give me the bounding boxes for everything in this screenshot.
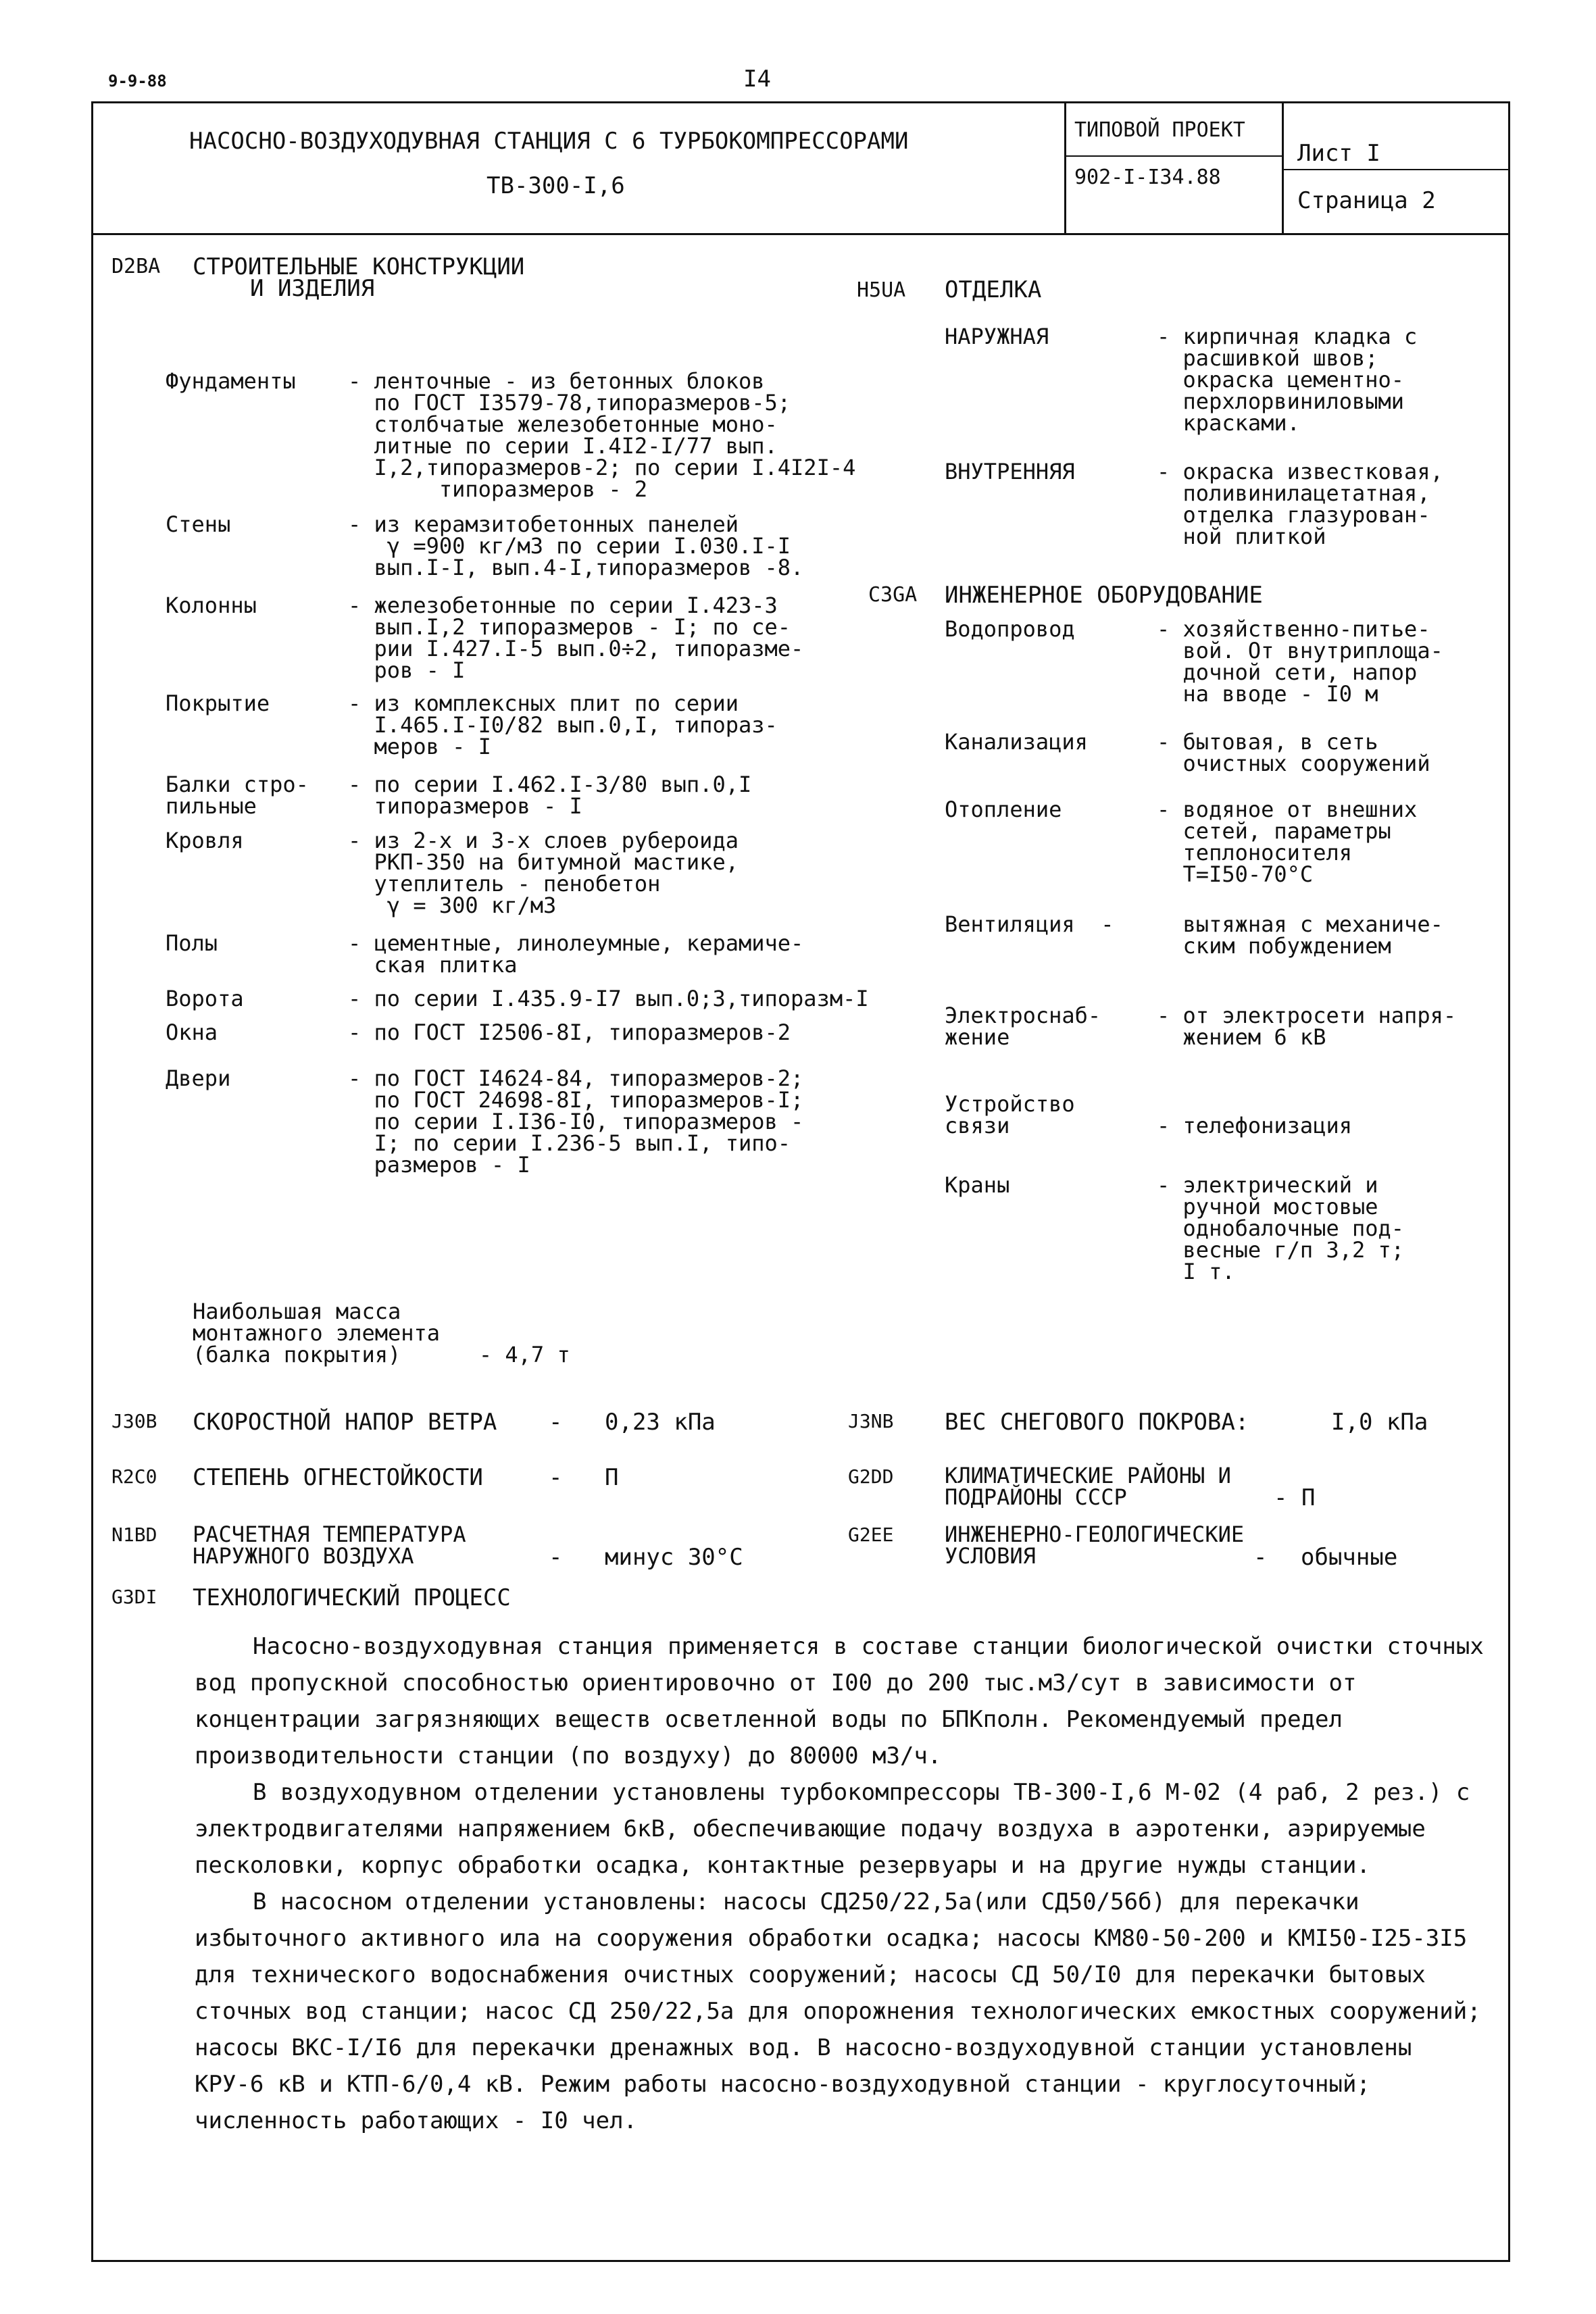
header-bottom-line: [91, 233, 1510, 235]
snow-code: J3NB: [848, 1410, 894, 1432]
snow-label: ВЕС СНЕГОВОГО ПОКРОВА:: [945, 1409, 1249, 1436]
climate-label: КЛИМАТИЧЕСКИЕ РАЙОНЫ И ПОДРАЙОНЫ СССР: [945, 1463, 1231, 1510]
frame-left: [91, 101, 93, 2262]
frame-right: [1508, 101, 1510, 2262]
equip-label: Вентиляция -: [945, 911, 1114, 937]
item-text: - из керамзитобетонных панелей γ =900 кг/м3 по серии I.030.I-I вып.I-I, вып.4-I,типоразмеров -8.: [348, 511, 804, 580]
finish-code: H5UA: [857, 278, 906, 302]
wind-code: J30B: [111, 1410, 157, 1432]
item-text: - из комплексных плит по серии I.465.I-I0/82 вып.0,I, типораз- меров - I: [348, 690, 778, 759]
project-subtitle: ТВ-300-I,6: [487, 172, 625, 199]
geo-value: обычные: [1301, 1544, 1398, 1571]
mass-note: Наибольшая масса монтажного элемента (балка покрытия) - 4,7 т: [193, 1299, 570, 1367]
equip-label: Водопровод: [945, 616, 1075, 642]
equip-code: C3GA: [868, 583, 918, 607]
header-divider-2: [1282, 101, 1284, 235]
frame-top: [91, 101, 1510, 103]
process-title: ТЕХНОЛОГИЧЕСКИЙ ПРОЦЕСС: [193, 1584, 511, 1611]
item-text: - по ГОСТ I4624-84, типоразмеров-2; по ГОСТ 24698-8I, типоразмеров-I; по серии I.I36-I0, типоразмеров - I; по серии I.236-5 вып.I, типо- размеров - I: [348, 1065, 804, 1178]
header-divider-1: [1064, 101, 1066, 235]
equip-label: Канализация: [945, 729, 1088, 755]
equip-label: Отопление: [945, 797, 1062, 822]
equip-label: Электроснаб- жение: [945, 1003, 1101, 1050]
section-code: D2BA: [111, 255, 161, 278]
item-label: Колонны: [166, 593, 257, 618]
temp-dash: -: [549, 1544, 563, 1571]
fire-value: П: [605, 1464, 619, 1491]
equip-text: - хозяйственно-питье- вой. От внутриплоща- дочной сети, напор на вводе - I0 м: [1157, 616, 1443, 707]
item-text: - по серии I.435.9-I7 вып.0;3,типоразм-I: [348, 986, 869, 1011]
fire-dash: -: [549, 1464, 563, 1491]
header-divider-4: [1282, 169, 1508, 170]
equip-text: - электрический и ручной мостовые однобалочные под- весные г/п 3,2 т; I т.: [1157, 1172, 1405, 1284]
frame-bottom: [91, 2260, 1510, 2262]
project-number: 902-I-I34.88: [1074, 166, 1221, 189]
page-label: Страница 2: [1297, 187, 1436, 214]
finish-text: - кирпичная кладка с расшивкой швов; окраска цементно- перхлорвиниловыми красками.: [1157, 324, 1418, 436]
equip-text: - телефонизация: [1157, 1113, 1352, 1138]
process-paragraph: В воздуходувном отделении установлены турбокомпрессоры ТВ-300-I,6 М-02 (4 раб, 2 рез.) с электродвигателями напряжением 6кВ, обеспечивающие подачу воздуха в аэротенки, аэрируемые песколовки, корпус обработки осадка, контактные резервуары и на другие нужды станции.: [195, 1779, 1470, 1879]
fire-label: СТЕПЕНЬ ОГНЕСТОЙКОСТИ: [193, 1464, 483, 1491]
wind-dash: -: [549, 1409, 563, 1436]
section-title: СТРОИТЕЛЬНЫЕ КОНСТРУКЦИИ: [193, 253, 525, 280]
geo-dash: -: [1253, 1544, 1268, 1571]
item-text: - железобетонные по серии I.423-3 вып.I,2 типоразмеров - I; по се- рии I.427.I-5 вып.0÷2, типоразме- ров - I: [348, 593, 804, 683]
geo-code: G2EE: [848, 1524, 894, 1546]
temp-label: РАСЧЕТНАЯ ТЕМПЕРАТУРА НАРУЖНОГО ВОЗДУХА: [193, 1521, 466, 1569]
finish-label: НАРУЖНАЯ: [945, 324, 1049, 349]
finish-title: ОТДЕЛКА: [945, 276, 1042, 303]
project-title: НАСОСНО-ВОЗДУХОДУВНАЯ СТАНЦИЯ С 6 ТУРБОКОМПРЕССОРАМИ: [189, 128, 909, 155]
item-label: Балки стро- пильные: [166, 772, 309, 819]
equip-text: - водяное от внешних сетей, параметры теплоносителя Т=I50-70°С: [1157, 797, 1418, 887]
equip-label: Устройство связи: [945, 1091, 1075, 1138]
item-text: - цементные, линолеумные, керамиче- ская плитка: [348, 930, 804, 978]
item-label: Ворота: [166, 986, 244, 1011]
item-label: Стены: [166, 511, 231, 537]
temp-code: N1BD: [111, 1524, 157, 1546]
finish-text: - окраска известковая, поливинилацетатная, отделка глазурован- ной плиткой: [1157, 459, 1443, 549]
item-label: Кровля: [166, 828, 244, 853]
geo-label: ИНЖЕНЕРНО-ГЕОЛОГИЧЕСКИЕ УСЛОВИЯ: [945, 1521, 1245, 1569]
item-label: Полы: [166, 930, 218, 956]
item-label: Фундаменты: [166, 368, 296, 394]
temp-value: минус 30°С: [605, 1544, 743, 1571]
project-label: ТИПОВОЙ ПРОЕКТ: [1074, 118, 1245, 142]
item-text: - ленточные - из бетонных блоков по ГОСТ I3579-78,типоразмеров-5; столбчатые железобетонные моно- литные по серии I.4I2-I/77 вып. I,2,типоразмеров-2; по серии I.4I2I-4 типоразмеров - 2: [348, 368, 856, 502]
snow-value: I,0 кПа: [1331, 1409, 1428, 1436]
equip-label: Краны: [945, 1172, 1010, 1198]
process-code: G3DI: [111, 1586, 157, 1608]
fire-code: R2C0: [111, 1465, 157, 1488]
item-text: - по ГОСТ I2506-8I, типоразмеров-2: [348, 1020, 791, 1045]
item-label: Двери: [166, 1065, 231, 1091]
item-text: - по серии I.462.I-3/80 вып.0,I типоразмеров - I: [348, 772, 752, 819]
wind-value: 0,23 кПа: [605, 1409, 716, 1436]
climate-code: G2DD: [848, 1465, 894, 1488]
sheet-label: Лист I: [1297, 140, 1380, 167]
equip-text: вытяжная с механиче- ским побуждением: [1182, 911, 1443, 959]
item-text: - из 2-х и 3-х слоев рубероида РКП-350 на битумной мастике, утеплитель - пенобетон γ = 300 кг/м3: [348, 828, 739, 918]
process-paragraph: В насосном отделении установлены: насосы СД250/22,5а(или СД50/56б) для перекачки избыточного активного ила на сооружения обработки осадка; насосы КМ80-50-200 и КМI50-I25-3I5 для технического водоснабжения очистных сооружений; насосы СД 50/I0 для перекачки бытовых сточных вод станции; насос СД 250/22,5а для опорожнения технологических емкостных сооружений; насосы ВКС-I/I6 для перекачки дренажных вод. В насосно-воздуходувной станции установлены КРУ-6 кВ и КТП-6/0,4 кВ. Режим работы насосно-воздуходувной станции - круглосуточный; численность работающих - I0 чел.: [195, 1888, 1481, 2134]
equip-text: - бытовая, в сеть очистных сооружений: [1157, 729, 1430, 776]
document-date: 9-9-88: [108, 72, 167, 91]
climate-value: - П: [1274, 1484, 1316, 1511]
item-label: Покрытие: [166, 690, 270, 716]
equip-title: ИНЖЕНЕРНОЕ ОБОРУДОВАНИЕ: [945, 582, 1263, 609]
wind-label: СКОРОСТНОЙ НАПОР ВЕТРА: [193, 1409, 497, 1436]
header-divider-3: [1064, 155, 1284, 157]
equip-text: - от электросети напря- жением 6 кВ: [1157, 1003, 1457, 1050]
finish-label: ВНУТРЕННЯЯ: [945, 459, 1075, 484]
process-paragraph: Насосно-воздуходувная станция применяется в составе станции биологической очистки сточных вод пропускной способностью ориентировочно от I00 до 200 тыс.м3/сут в зависимости от концентрации загрязняющих веществ осветленной воды по БПКполн. Рекомендуемый предел производительности станции (по воздуху) до 80000 м3/ч.: [195, 1633, 1484, 1769]
item-label: Окна: [166, 1020, 218, 1045]
section-title-cont: И ИЗДЕЛИЯ: [250, 275, 375, 302]
page-number: I4: [743, 66, 771, 93]
